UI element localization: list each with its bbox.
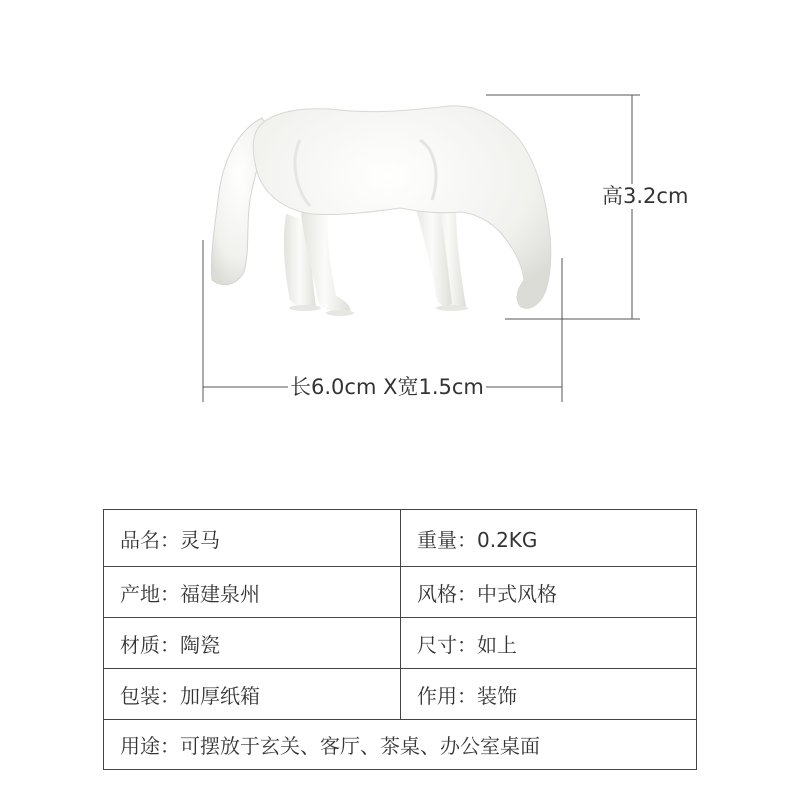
spec-key: 材质： [120,632,180,657]
spec-cell-name [104,510,401,567]
table-row [104,669,697,720]
spec-value: 灵马 [180,527,220,552]
spec-cell-weight [401,510,697,567]
length-width-label: 长6.0cm X宽1.5cm [290,375,484,399]
spec-key: 尺寸： [417,632,477,657]
spec-value: 0.2KG [477,527,538,552]
spec-value: 福建泉州 [180,581,260,606]
table-row [104,510,697,567]
spec-cell-material [104,618,401,669]
spec-key: 重量： [417,527,477,552]
horse-figurine-image [211,106,550,316]
spec-key: 作用： [417,683,477,708]
spec-cell-packaging [104,669,401,720]
table-row [104,567,697,618]
spec-cell-style [401,567,697,618]
spec-key: 用途： [120,734,180,758]
spec-value: 中式风格 [477,581,557,606]
spec-key: 包装： [120,683,180,708]
table-row [104,720,697,770]
spec-value: 如上 [477,632,517,657]
spec-value: 陶瓷 [180,632,220,657]
spec-cell-function [401,669,697,720]
table-row [104,618,697,669]
spec-cell-size [401,618,697,669]
spec-key: 产地： [120,581,180,606]
spec-key: 品名： [120,527,180,552]
spec-key: 风格： [417,581,477,606]
spec-table [103,509,697,770]
spec-value: 加厚纸箱 [180,683,260,708]
spec-value: 装饰 [477,683,517,708]
spec-cell-usage [104,720,697,770]
height-label: 高3.2cm [602,184,689,208]
spec-cell-origin [104,567,401,618]
spec-value: 可摆放于玄关、客厅、茶桌、办公室桌面 [180,734,540,758]
